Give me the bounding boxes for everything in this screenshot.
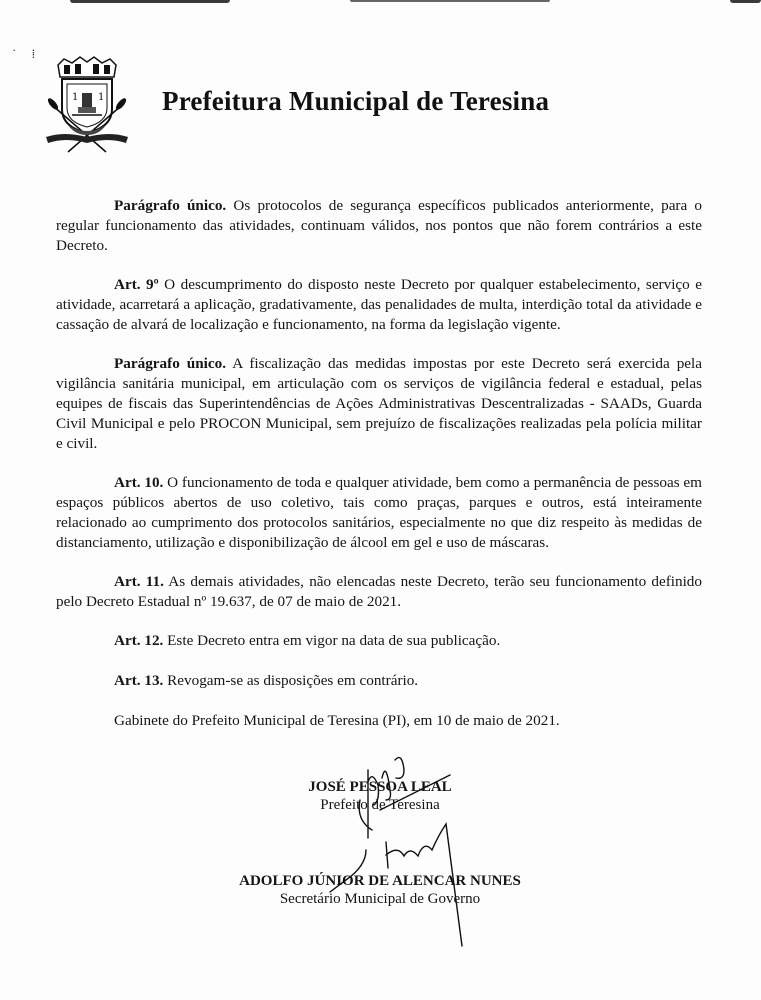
article-text: As demais atividades, não elencadas neste Decreto, terão seu funcionamento definido pelo Decreto Estadual nº 19.637, de 07 de maio de 2021.	[56, 573, 702, 610]
article-11	[56, 572, 702, 612]
svg-text:1: 1	[98, 92, 105, 103]
article-10	[56, 473, 702, 553]
article-label: Art. 9º	[114, 276, 159, 293]
scan-marks: ˙ ⁞	[12, 46, 42, 61]
article-text: Este Decreto entra em vigor na data de sua publicação.	[163, 632, 501, 649]
article-label: Art. 12.	[114, 632, 164, 649]
svg-text:1: 1	[72, 92, 79, 103]
signatory-role: Secretário Municipal de Governo	[279, 891, 481, 907]
signatory-role: Prefeito de Teresina	[320, 797, 440, 813]
paragraph-label: Parágrafo único.	[114, 355, 227, 372]
teresina-coat-of-arms-icon	[44, 55, 130, 155]
article-label: Art. 10.	[114, 474, 164, 491]
article-text: O descumprimento do disposto neste Decreto por qualquer estabelecimento, serviço e atividade, acarretará a aplicação, gradativamente, das penalidades de multa, interdição total da atividade e cassação de alvará de localização e funcionamento, na forma da legislação vigente.	[56, 276, 702, 333]
paragraph-unico-2	[56, 354, 702, 454]
article-label: Art. 13.	[114, 672, 164, 689]
paragraph-unico-1	[56, 196, 702, 256]
article-13	[56, 671, 702, 691]
decree-body	[56, 196, 702, 751]
paragraph-text: Os protocolos de segurança específicos publicados anteriormente, para o regular funcionamento das atividades, continuam válidos, nos pontos que não forem contrários a este Decreto.	[56, 197, 703, 254]
paragraph-text: A fiscalização das medidas impostas por este Decreto será exercida pela vigilância sanitária municipal, em articulação com os serviços de vigilância federal e estadual, pelas equipes de fiscais das Superintendências de Ações Administrativas Descentralizadas - SAADs, Guarda Civil Municipal e pelo PROCON Municipal, sem prejuízo de fiscalizações realizadas pela polícia militar e civil.	[56, 355, 702, 452]
paragraph-label: Parágrafo único.	[114, 197, 227, 214]
article-12	[56, 631, 702, 651]
article-text: Revogam-se as disposições em contrário.	[163, 672, 419, 689]
scan-top-edge	[0, 0, 761, 6]
signature-block-mayor	[250, 778, 510, 814]
article-9	[56, 275, 702, 335]
signatory-name: ADOLFO JÚNIOR DE ALENCAR NUNES	[239, 873, 521, 889]
page-title: Prefeitura Municipal de Teresina	[162, 86, 550, 116]
signatory-name: JOSÉ PESSOA LEAL	[308, 779, 452, 795]
article-text: O funcionamento de toda e qualquer atividade, bem como a permanência de pessoas em espaços públicos abertos de uso coletivo, tais como praças, parques e outros, está inteiramente relacionado ao cumprimento dos protocolos sanitários, especialmente no que diz respeito às medidas de distanciamento, utilização e disponibilização de álcool em gel e uso de máscaras.	[56, 474, 702, 551]
signature-block-secretary	[200, 872, 560, 908]
article-label: Art. 11.	[114, 573, 164, 590]
closing-line: Gabinete do Prefeito Municipal de Teresina (PI), em 10 de maio de 2021.	[114, 712, 560, 729]
